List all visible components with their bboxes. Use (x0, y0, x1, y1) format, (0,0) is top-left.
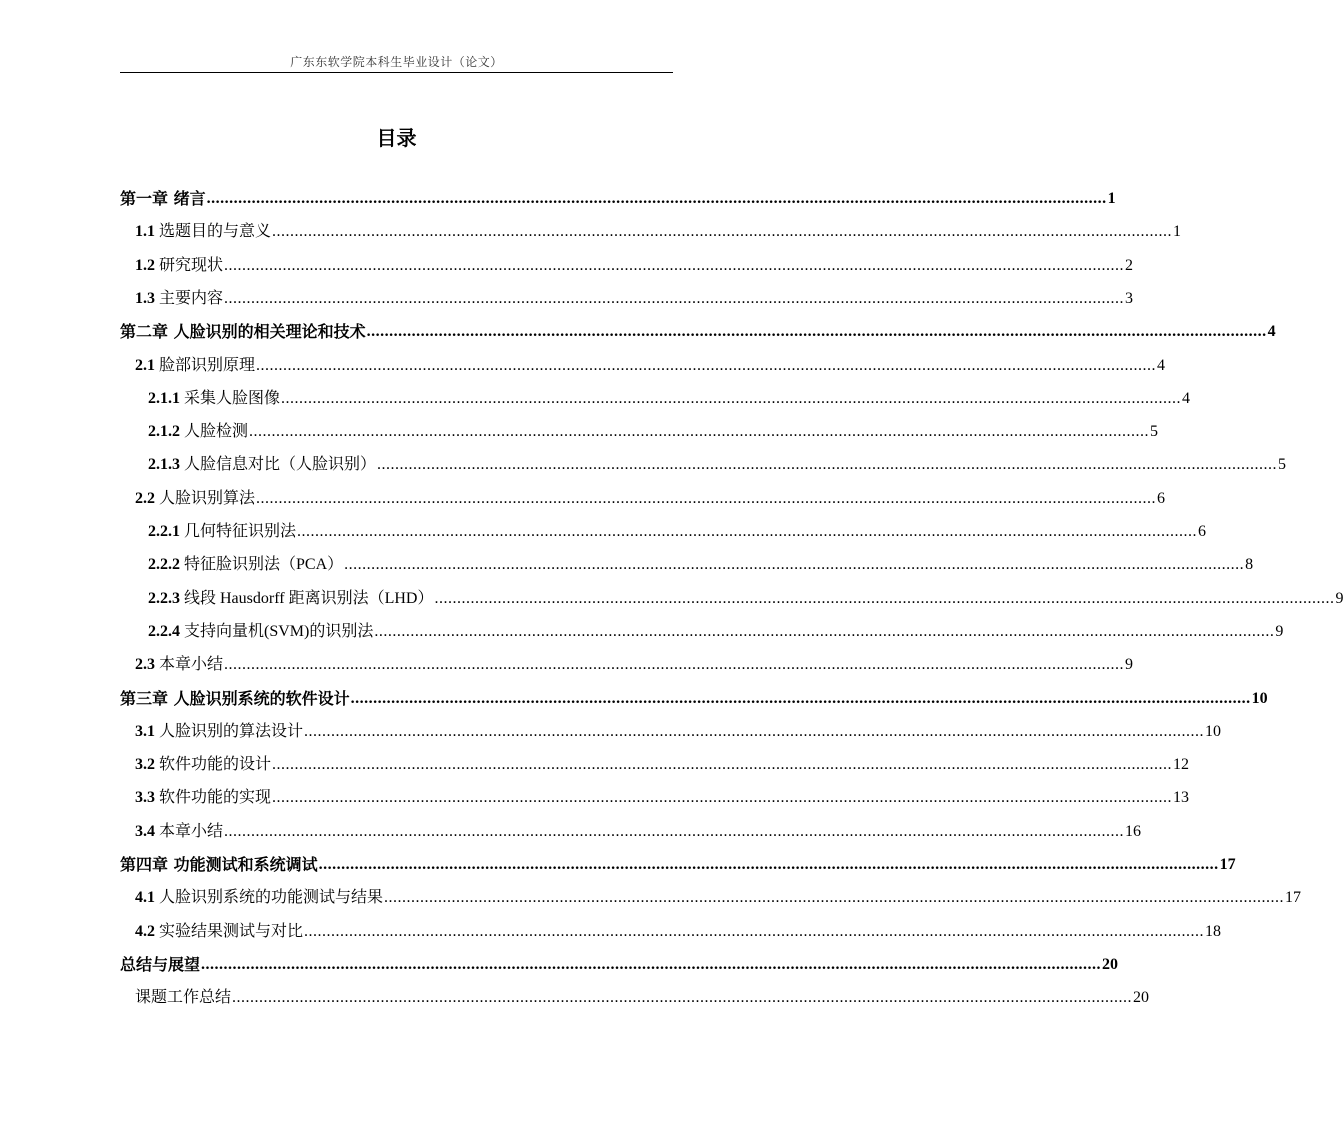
toc-entry-text: 支持向量机(SVM)的识别法 (184, 622, 374, 640)
toc-entry-number: 2.2 (135, 489, 155, 507)
toc-entry-label (120, 322, 366, 342)
toc-entry[interactable] (120, 975, 1150, 1008)
toc-entry-number: 第三章 (120, 688, 169, 708)
toc-entry[interactable] (120, 676, 1268, 709)
toc-entry[interactable] (120, 409, 1159, 442)
toc-entry-text: 特征脸识别法（PCA） (184, 556, 344, 574)
toc-leader-dots: ........................................................................................................................................................................................................ (366, 323, 1267, 341)
toc-entry-number: 2.2.4 (148, 622, 180, 640)
toc-entry-label (135, 289, 223, 309)
toc-leader-dots: ........................................................................................................................................................................................................ (224, 656, 1125, 674)
toc-entry-number: 2.3 (135, 656, 155, 674)
toc-entry-text: 人脸信息对比（人脸识别） (184, 456, 377, 474)
toc-leader-dots: ........................................................................................................................................................................................................ (272, 756, 1173, 774)
toc-leader-dots: ........................................................................................................................................................................................................ (377, 456, 1278, 474)
toc-leader-dots: ........................................................................................................................................................................................................ (281, 389, 1182, 407)
toc-entry-text: 总结与展望 (120, 954, 201, 974)
toc-entry-page: 20 (1133, 989, 1150, 1007)
toc-entry-page: 16 (1125, 822, 1142, 840)
toc-entry-text: 本章小结 (159, 822, 224, 840)
toc-entry-number: 2.1 (135, 356, 155, 374)
toc-leader-dots: ........................................................................................................................................................................................................ (224, 289, 1125, 307)
toc-entry-label (135, 222, 271, 242)
toc-entry[interactable] (120, 875, 1302, 908)
toc-entry-number: 2.1.3 (148, 456, 180, 474)
toc-entry[interactable] (120, 709, 1222, 742)
toc-entry-page: 9 (1335, 589, 1343, 607)
toc-entry-label (135, 922, 303, 942)
toc-entry[interactable] (120, 942, 1119, 975)
toc-entry-text: 选题目的与意义 (159, 223, 272, 241)
toc-entry-page: 6 (1157, 489, 1166, 507)
toc-entry[interactable] (120, 476, 1166, 509)
toc-entry-label (148, 455, 376, 475)
toc-entry-number: 1.3 (135, 289, 155, 307)
toc-title: 目录 (376, 126, 417, 150)
toc-entry-number: 2.1.1 (148, 389, 180, 407)
toc-entry-label (135, 822, 223, 842)
toc-entry-page: 17 (1219, 856, 1236, 873)
toc-entry-number: 第二章 (120, 322, 169, 342)
toc-entry-text: 人脸识别算法 (159, 489, 256, 507)
toc-entry-text: 人脸识别的相关理论和技术 (173, 322, 366, 342)
toc-entry-number: 第一章 (120, 189, 169, 208)
toc-entry-text: 人脸识别的算法设计 (159, 722, 304, 740)
toc-entry-text: 本章小结 (159, 656, 224, 674)
toc-entry[interactable] (120, 176, 1116, 209)
toc-leader-dots: ........................................................................................................................................................................................................ (256, 356, 1157, 374)
toc-entry-number: 4.1 (135, 889, 155, 907)
toc-entry[interactable] (120, 609, 1284, 642)
toc-entry-number: 3.2 (135, 756, 155, 774)
toc-leader-dots: ........................................................................................................................................................................................................ (344, 556, 1245, 574)
toc-leader-dots: ........................................................................................................................................................................................................ (304, 722, 1205, 740)
toc-entry-page: 9 (1125, 656, 1134, 674)
toc-entry-number: 3.3 (135, 789, 155, 807)
toc-entry-page: 5 (1150, 423, 1159, 441)
toc-entry-number: 2.2.2 (148, 556, 180, 574)
toc-leader-dots: ........................................................................................................................................................................................................ (256, 489, 1157, 507)
toc-entry[interactable] (120, 809, 1142, 842)
toc-entry-page: 6 (1198, 523, 1207, 540)
toc-entry-number: 3.1 (135, 722, 155, 740)
toc-entry[interactable] (120, 442, 1287, 475)
toc-entry-page: 2 (1125, 256, 1134, 274)
toc-entry-page: 1 (1173, 223, 1182, 241)
toc-entry-page: 10 (1205, 722, 1222, 740)
toc-entry-label (135, 356, 255, 376)
toc-entry-label (135, 655, 223, 675)
toc-entry-page: 13 (1173, 789, 1190, 807)
toc-entry-page: 9 (1275, 622, 1284, 640)
toc-entry-text: 绪言 (173, 189, 206, 208)
toc-entry-page: 10 (1251, 689, 1268, 707)
toc-entry-page: 4 (1182, 389, 1191, 407)
toc-entry-label (120, 689, 350, 709)
toc-entry[interactable] (120, 775, 1190, 808)
toc-entry-number: 2.1.2 (148, 423, 180, 441)
toc-entry-text: 主要内容 (159, 289, 224, 307)
toc-entry-label (120, 189, 206, 209)
toc-entry-page: 18 (1205, 922, 1222, 940)
toc-entry-text: 采集人脸图像 (184, 389, 281, 407)
toc-entry[interactable] (120, 243, 1134, 276)
toc-entry-number: 第四章 (120, 855, 169, 874)
toc-entry-text: 人脸识别系统的功能测试与结果 (159, 889, 384, 907)
toc-entry[interactable] (120, 309, 1276, 342)
toc-entry-label (135, 788, 271, 808)
toc-entry-page: 3 (1125, 289, 1134, 307)
toc-entry-page: 12 (1173, 756, 1190, 774)
toc-entry-page: 4 (1157, 356, 1166, 374)
toc-entry-page: 1 (1107, 190, 1116, 207)
toc-entry[interactable] (120, 742, 1190, 775)
toc-entry-text: 人脸识别系统的软件设计 (173, 688, 350, 708)
toc-entry-text: 实验结果测试与对比 (159, 922, 304, 940)
toc-entry-page: 8 (1245, 556, 1254, 574)
toc-entry[interactable] (120, 376, 1191, 409)
toc-entry-page: 5 (1278, 456, 1287, 474)
toc-entry-label (148, 555, 343, 575)
toc-leader-dots: ........................................................................................................................................................................................................ (434, 589, 1335, 607)
toc-entry-label (135, 988, 231, 1008)
toc-entry-label (135, 888, 383, 908)
toc-entry-number: 1.1 (135, 223, 155, 241)
toc-entry-text: 几何特征识别法 (184, 523, 297, 540)
toc-entry-number: 3.4 (135, 822, 155, 840)
toc-leader-dots: ........................................................................................................................................................................................................ (206, 190, 1107, 207)
toc-leader-dots: ........................................................................................................................................................................................................ (350, 689, 1251, 707)
toc-entry-text: 软件功能的实现 (159, 789, 272, 807)
toc-entry-label (148, 522, 296, 542)
toc-entry-number: 2.2.3 (148, 589, 180, 607)
toc-entry[interactable] (120, 642, 1134, 675)
toc-entry-page: 4 (1267, 323, 1276, 341)
toc-entry-text: 课题工作总结 (135, 989, 232, 1007)
page-header: 广东东软学院本科生毕业设计（论文） (290, 55, 503, 69)
toc-entry[interactable] (120, 909, 1222, 942)
toc-leader-dots: ........................................................................................................................................................................................................ (297, 523, 1198, 540)
toc-entry-label (135, 489, 255, 509)
toc-entry-label (120, 955, 200, 975)
toc-entry-label (135, 755, 271, 775)
toc-leader-dots: ........................................................................................................................................................................................................ (224, 822, 1125, 840)
toc-entry-text: 功能测试和系统调试 (173, 855, 318, 874)
toc-entry-label (148, 589, 433, 609)
toc-entry-text: 人脸检测 (184, 423, 249, 441)
toc-leader-dots: ........................................................................................................................................................................................................ (304, 922, 1205, 940)
toc-entry-page: 17 (1285, 889, 1302, 907)
toc-entry[interactable] (120, 842, 1236, 875)
toc-entry-text: 研究现状 (159, 256, 224, 274)
toc-leader-dots: ........................................................................................................................................................................................................ (201, 955, 1102, 973)
header-rule (120, 72, 673, 73)
toc-leader-dots: ........................................................................................................................................................................................................ (272, 789, 1173, 807)
toc-leader-dots: ........................................................................................................................................................................................................ (384, 889, 1285, 907)
toc-leader-dots: ........................................................................................................................................................................................................ (318, 856, 1219, 873)
toc-entry-text: 软件功能的设计 (159, 756, 272, 774)
toc-leader-dots: ........................................................................................................................................................................................................ (249, 423, 1150, 441)
toc-entry-number: 4.2 (135, 922, 155, 940)
toc-entry-label (120, 855, 318, 875)
toc-leader-dots: ........................................................................................................................................................................................................ (224, 256, 1125, 274)
toc-entry-label (148, 422, 248, 442)
toc-entry-label (148, 622, 373, 642)
toc-entry-number: 2.2.1 (148, 523, 180, 540)
toc-entry[interactable] (120, 276, 1134, 309)
toc-entry-label (135, 722, 303, 742)
toc-entry[interactable] (120, 209, 1182, 242)
toc-leader-dots: ........................................................................................................................................................................................................ (272, 223, 1173, 241)
toc-entry-text: 线段 Hausdorff 距离识别法（LHD） (184, 589, 434, 607)
toc-leader-dots: ........................................................................................................................................................................................................ (232, 989, 1133, 1007)
toc-entry[interactable] (120, 576, 1343, 609)
toc-entry-number: 1.2 (135, 256, 155, 274)
toc-entry[interactable] (120, 542, 1254, 575)
toc-entry[interactable] (120, 509, 1207, 542)
toc-leader-dots: ........................................................................................................................................................................................................ (374, 622, 1275, 640)
toc-entry[interactable] (120, 343, 1166, 376)
toc-entry-page: 20 (1102, 955, 1119, 973)
toc-entry-label (148, 389, 280, 409)
toc-entry-label (135, 256, 223, 276)
toc-entry-text: 脸部识别原理 (159, 356, 256, 374)
